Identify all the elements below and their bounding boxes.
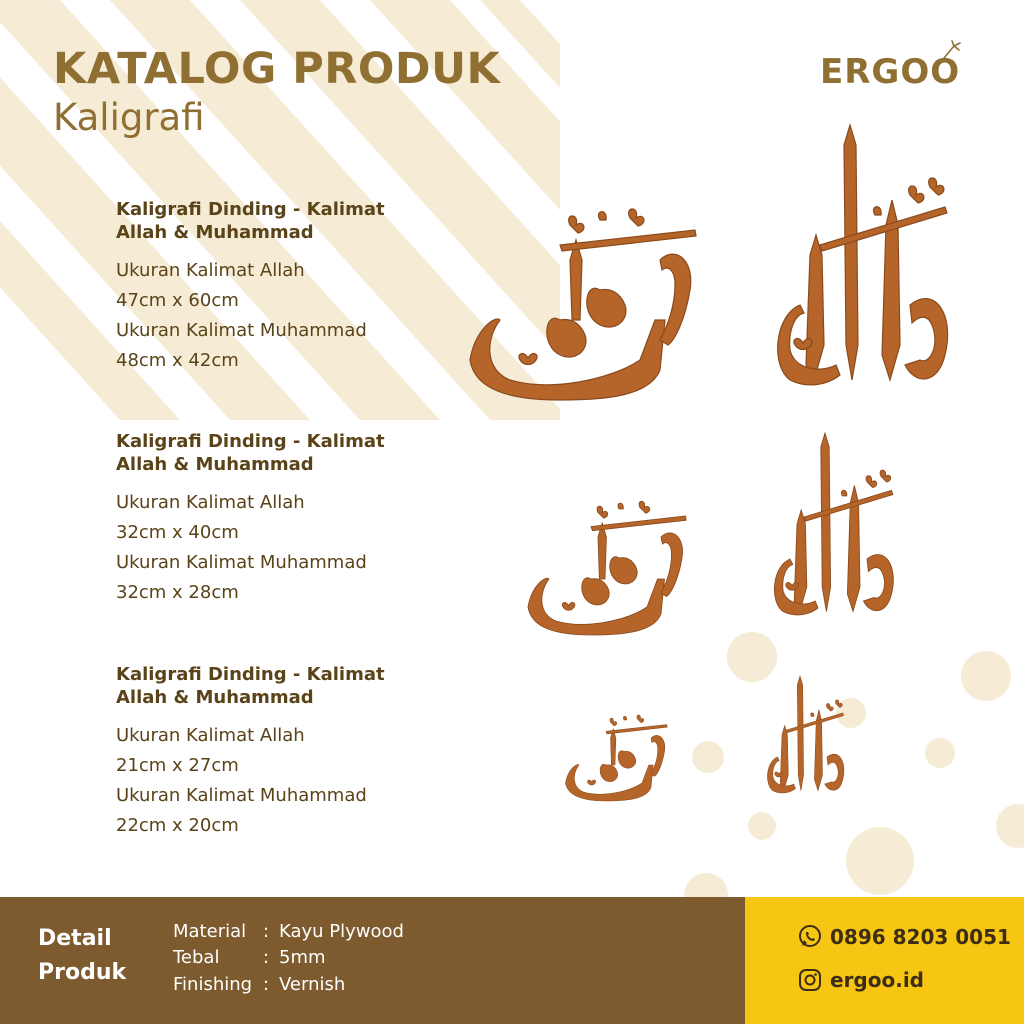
muhammad-calligraphy-medium — [528, 501, 686, 635]
allah-calligraphy-large — [778, 125, 948, 385]
brand-logo: ERGOO — [820, 52, 961, 92]
product-name: Kaligrafi Dinding - Kalimat Allah & Muhammad — [116, 199, 385, 243]
product-size-value: 47cm x 60cm — [116, 290, 239, 311]
product-size-label: Ukuran Kalimat Muhammad — [116, 320, 367, 341]
muhammad-calligraphy-small — [566, 715, 668, 801]
sparkle-icon — [940, 40, 962, 62]
product-item — [116, 198, 416, 376]
whatsapp-number: 0896 8203 0051 — [830, 925, 1011, 949]
page-subtitle: Kaligrafi — [53, 96, 205, 139]
muhammad-calligraphy-large — [470, 209, 696, 400]
spec-key: Tebal — [173, 947, 220, 968]
product-size-value: 22cm x 20cm — [116, 815, 239, 836]
whatsapp-icon — [797, 924, 823, 950]
spec-row-tebal — [173, 947, 326, 968]
contact-instagram[interactable] — [797, 967, 924, 993]
product-size-label: Ukuran Kalimat Allah — [116, 260, 305, 281]
contact-whatsapp[interactable] — [797, 924, 1011, 950]
product-size-value: 32cm x 40cm — [116, 522, 239, 543]
spec-row-finishing — [173, 974, 345, 995]
allah-calligraphy-small — [767, 676, 843, 793]
spec-value: Vernish — [279, 974, 346, 995]
product-name: Kaligrafi Dinding - Kalimat Allah & Muhammad — [116, 431, 385, 475]
spec-separator: : — [263, 921, 270, 942]
page-title: KATALOG PRODUK — [53, 44, 501, 94]
footer-contact-panel — [745, 897, 1024, 1024]
spec-value: Kayu Plywood — [279, 921, 404, 942]
instagram-icon — [797, 967, 823, 993]
spec-key: Finishing — [173, 974, 253, 995]
product-name: Kaligrafi Dinding - Kalimat Allah & Muhammad — [116, 664, 385, 708]
product-item — [116, 430, 416, 608]
product-size-value: 48cm x 42cm — [116, 350, 239, 371]
product-size-label: Ukuran Kalimat Muhammad — [116, 785, 367, 806]
allah-calligraphy-medium — [774, 433, 893, 615]
product-size-label: Ukuran Kalimat Muhammad — [116, 552, 367, 573]
product-size-value: 21cm x 27cm — [116, 755, 239, 776]
product-size-value: 32cm x 28cm — [116, 582, 239, 603]
spec-separator: : — [263, 974, 270, 995]
spec-separator: : — [263, 947, 270, 968]
spec-row-material — [173, 921, 404, 942]
spec-value: 5mm — [279, 947, 326, 968]
product-size-label: Ukuran Kalimat Allah — [116, 492, 305, 513]
product-item — [116, 663, 416, 841]
detail-title-text: Detail Produk — [38, 926, 127, 985]
spec-key: Material — [173, 921, 247, 942]
detail-title — [38, 922, 148, 990]
instagram-handle: ergoo.id — [830, 968, 924, 992]
product-size-label: Ukuran Kalimat Allah — [116, 725, 305, 746]
